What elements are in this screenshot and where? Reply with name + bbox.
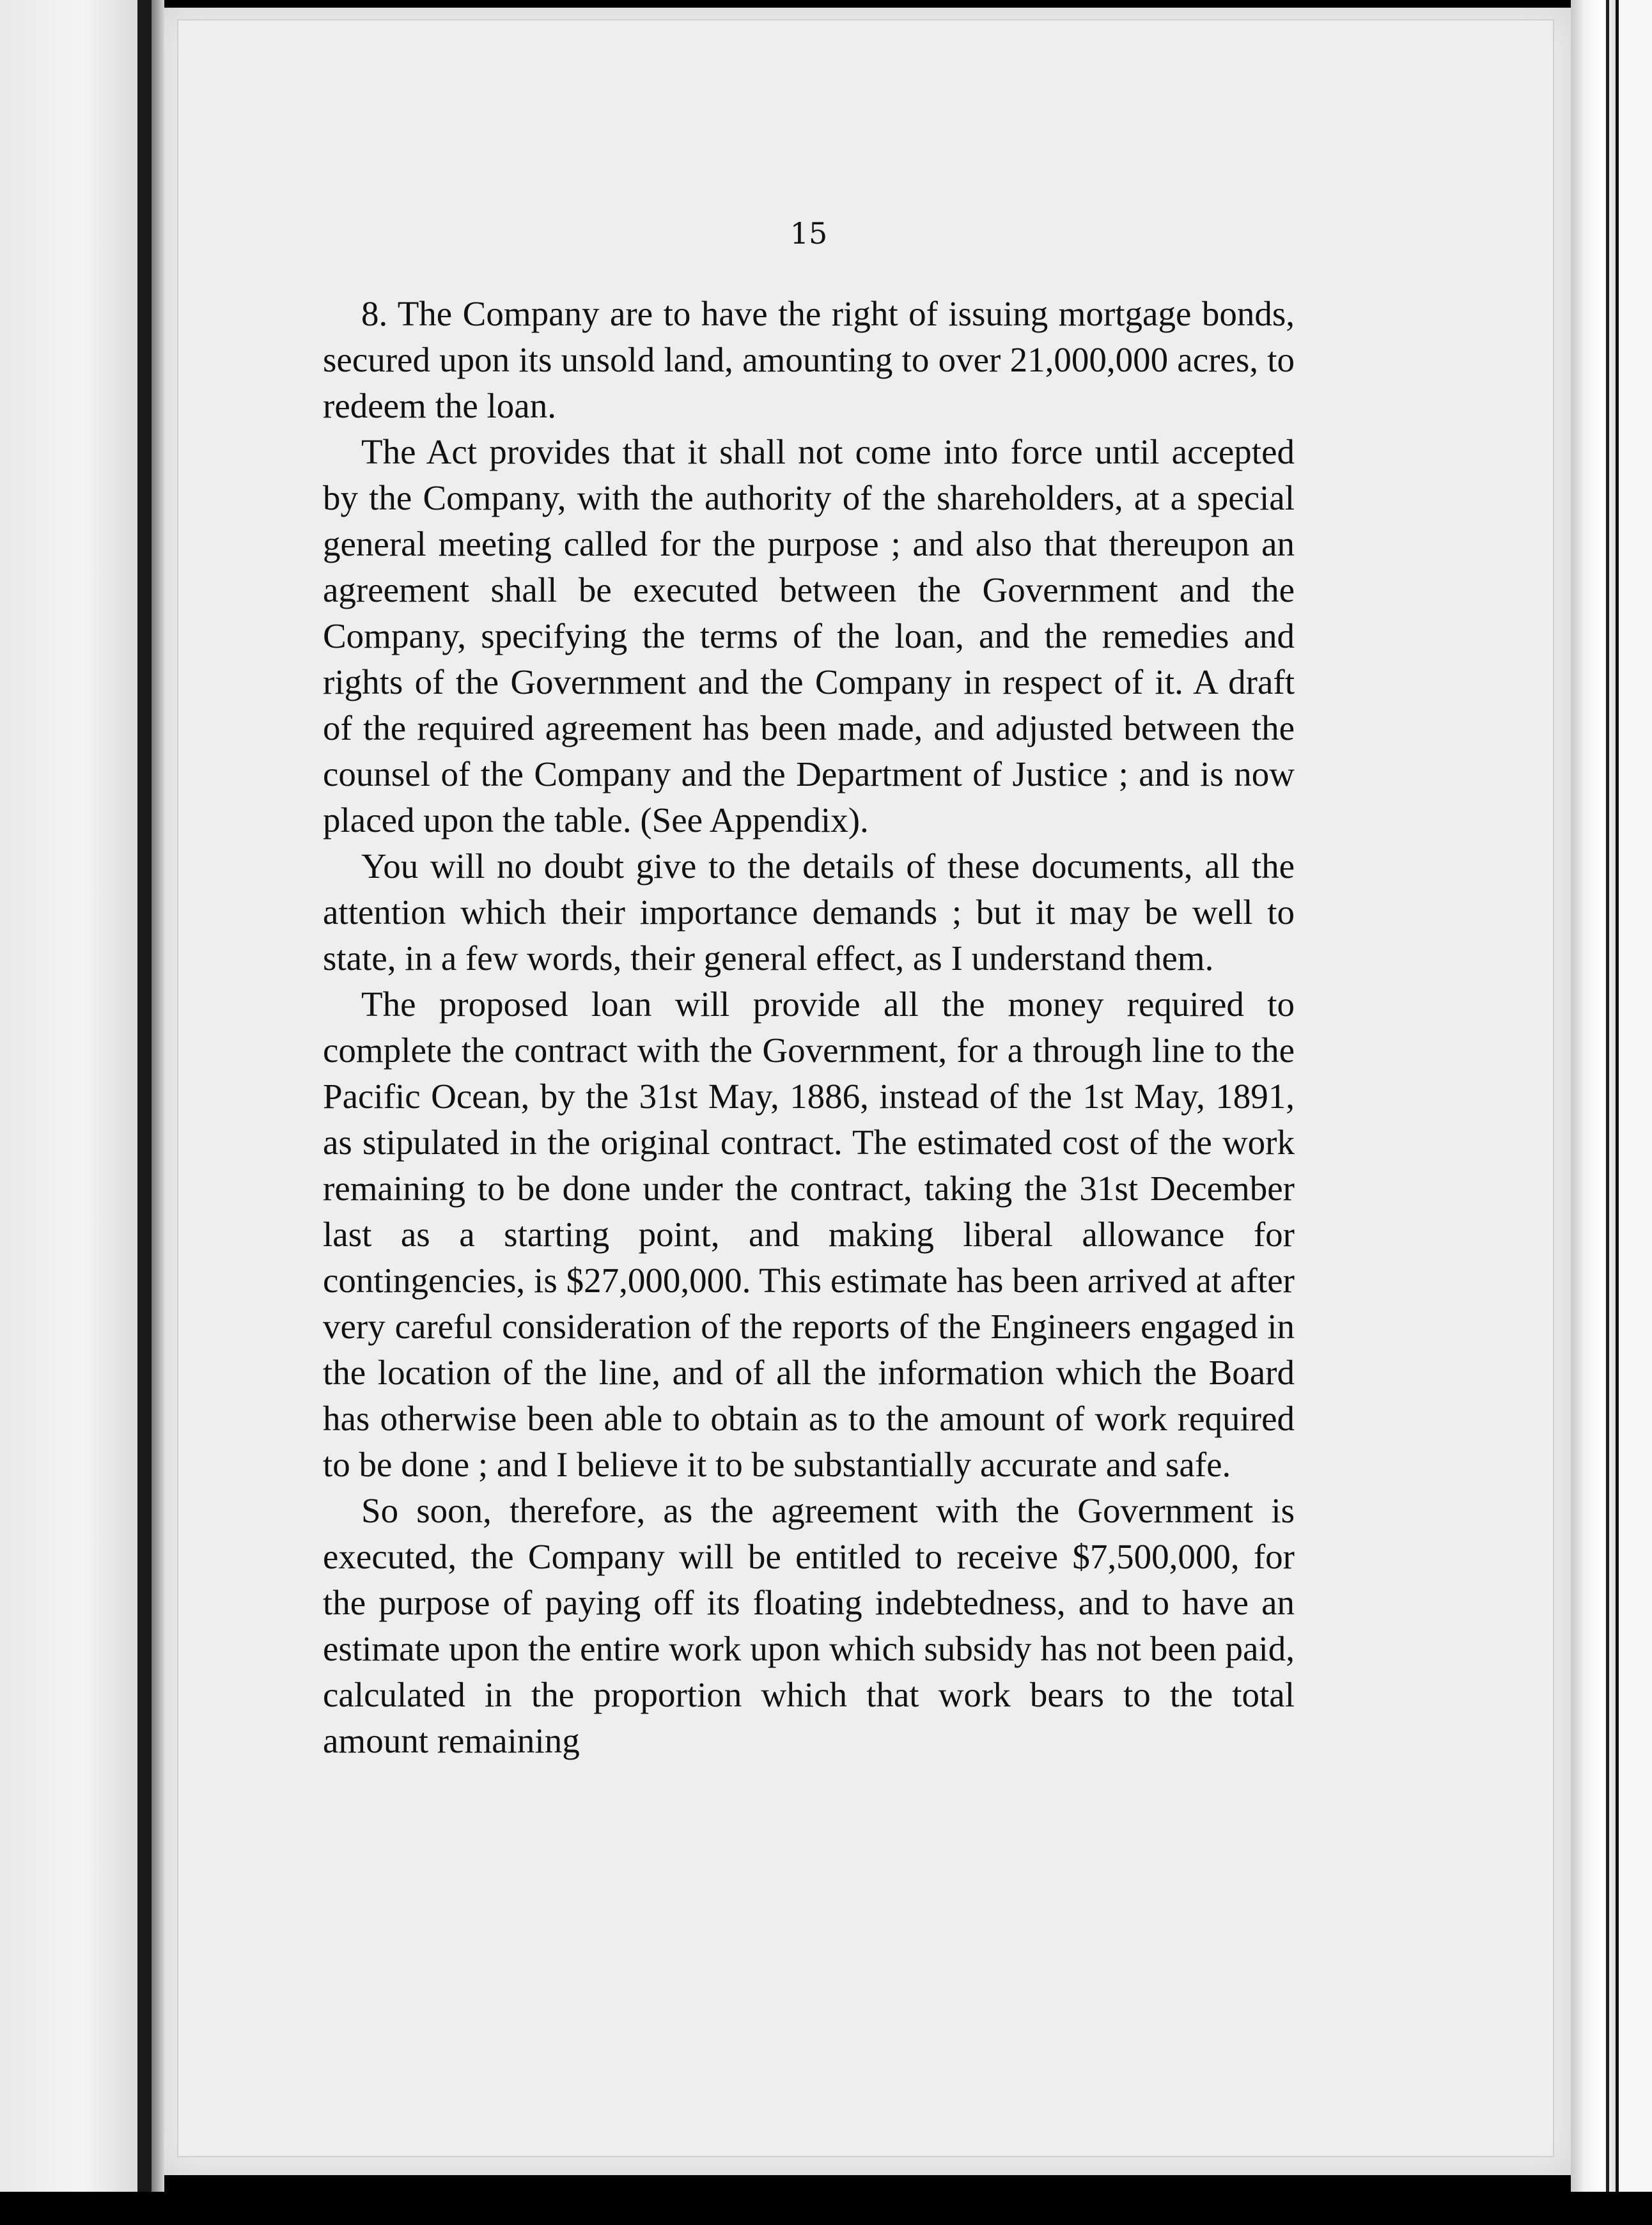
gutter [152, 0, 164, 2192]
page-binding-shadow [137, 0, 152, 2192]
paragraph: The Act provides that it shall not come into force until accepted by the Company, with the authority of the shareholders, at a special general meeting called for the purpose ; and also that thereupon an agreement shall be executed between the Government and the Company, specifying the terms of the loan, and the remedies and rights of the Government and the Company in respect of it. A draft of the required agreement has been made, and adjusted between the counsel of the Company and the Department of Justice ; and is now placed upon the table. (See Appendix). [323, 432, 1295, 839]
facing-page-edge [0, 0, 137, 2192]
paragraph: You will no doubt give to the details of these documents, all the attention which their importance demands ; but it may be well to state, in a few words, their general effect, as I understand them. [323, 847, 1295, 978]
right-edge-line [1606, 0, 1609, 2192]
paragraph: 8. The Company are to have the right of issuing mortgage bonds, secured upon its unsold land, amounting to over 21,000,000 acres, to redeem the loan. [323, 294, 1295, 425]
page-number: 15 [790, 216, 828, 251]
body-text [323, 291, 1295, 1764]
paragraph: So soon, therefore, as the agreement with the Government is executed, the Company will be entitled to receive $7,500,000, for the purpose of paying off its floating indebtedness, and to have an estimate upon the entire work upon which subsidy has not been paid, calculated in the proportion which that work bears to the total amount remaining [323, 1491, 1295, 1760]
right-margin-strip [1619, 0, 1652, 2192]
bottom-scan-border [0, 2192, 1652, 2225]
paragraph: The proposed loan will provide all the money required to complete the contract with the Government, for a through line to the Pacific Ocean, by the 31st May, 1886, instead of the 1st May, 1891, as stipulated in the original contract. The estimated cost of the work remaining to be done under the contract, taking the 31st December last as a starting point, and making liberal allowance for contingencies, is $27,000,000. This estimate has been arrived at after very careful consideration of the reports of the Engineers engaged in the location of the line, and of all the information which the Board has otherwise been able to obtain as to the amount of work required to be done ; and I believe it to be substantially accurate and safe. [323, 985, 1295, 1484]
